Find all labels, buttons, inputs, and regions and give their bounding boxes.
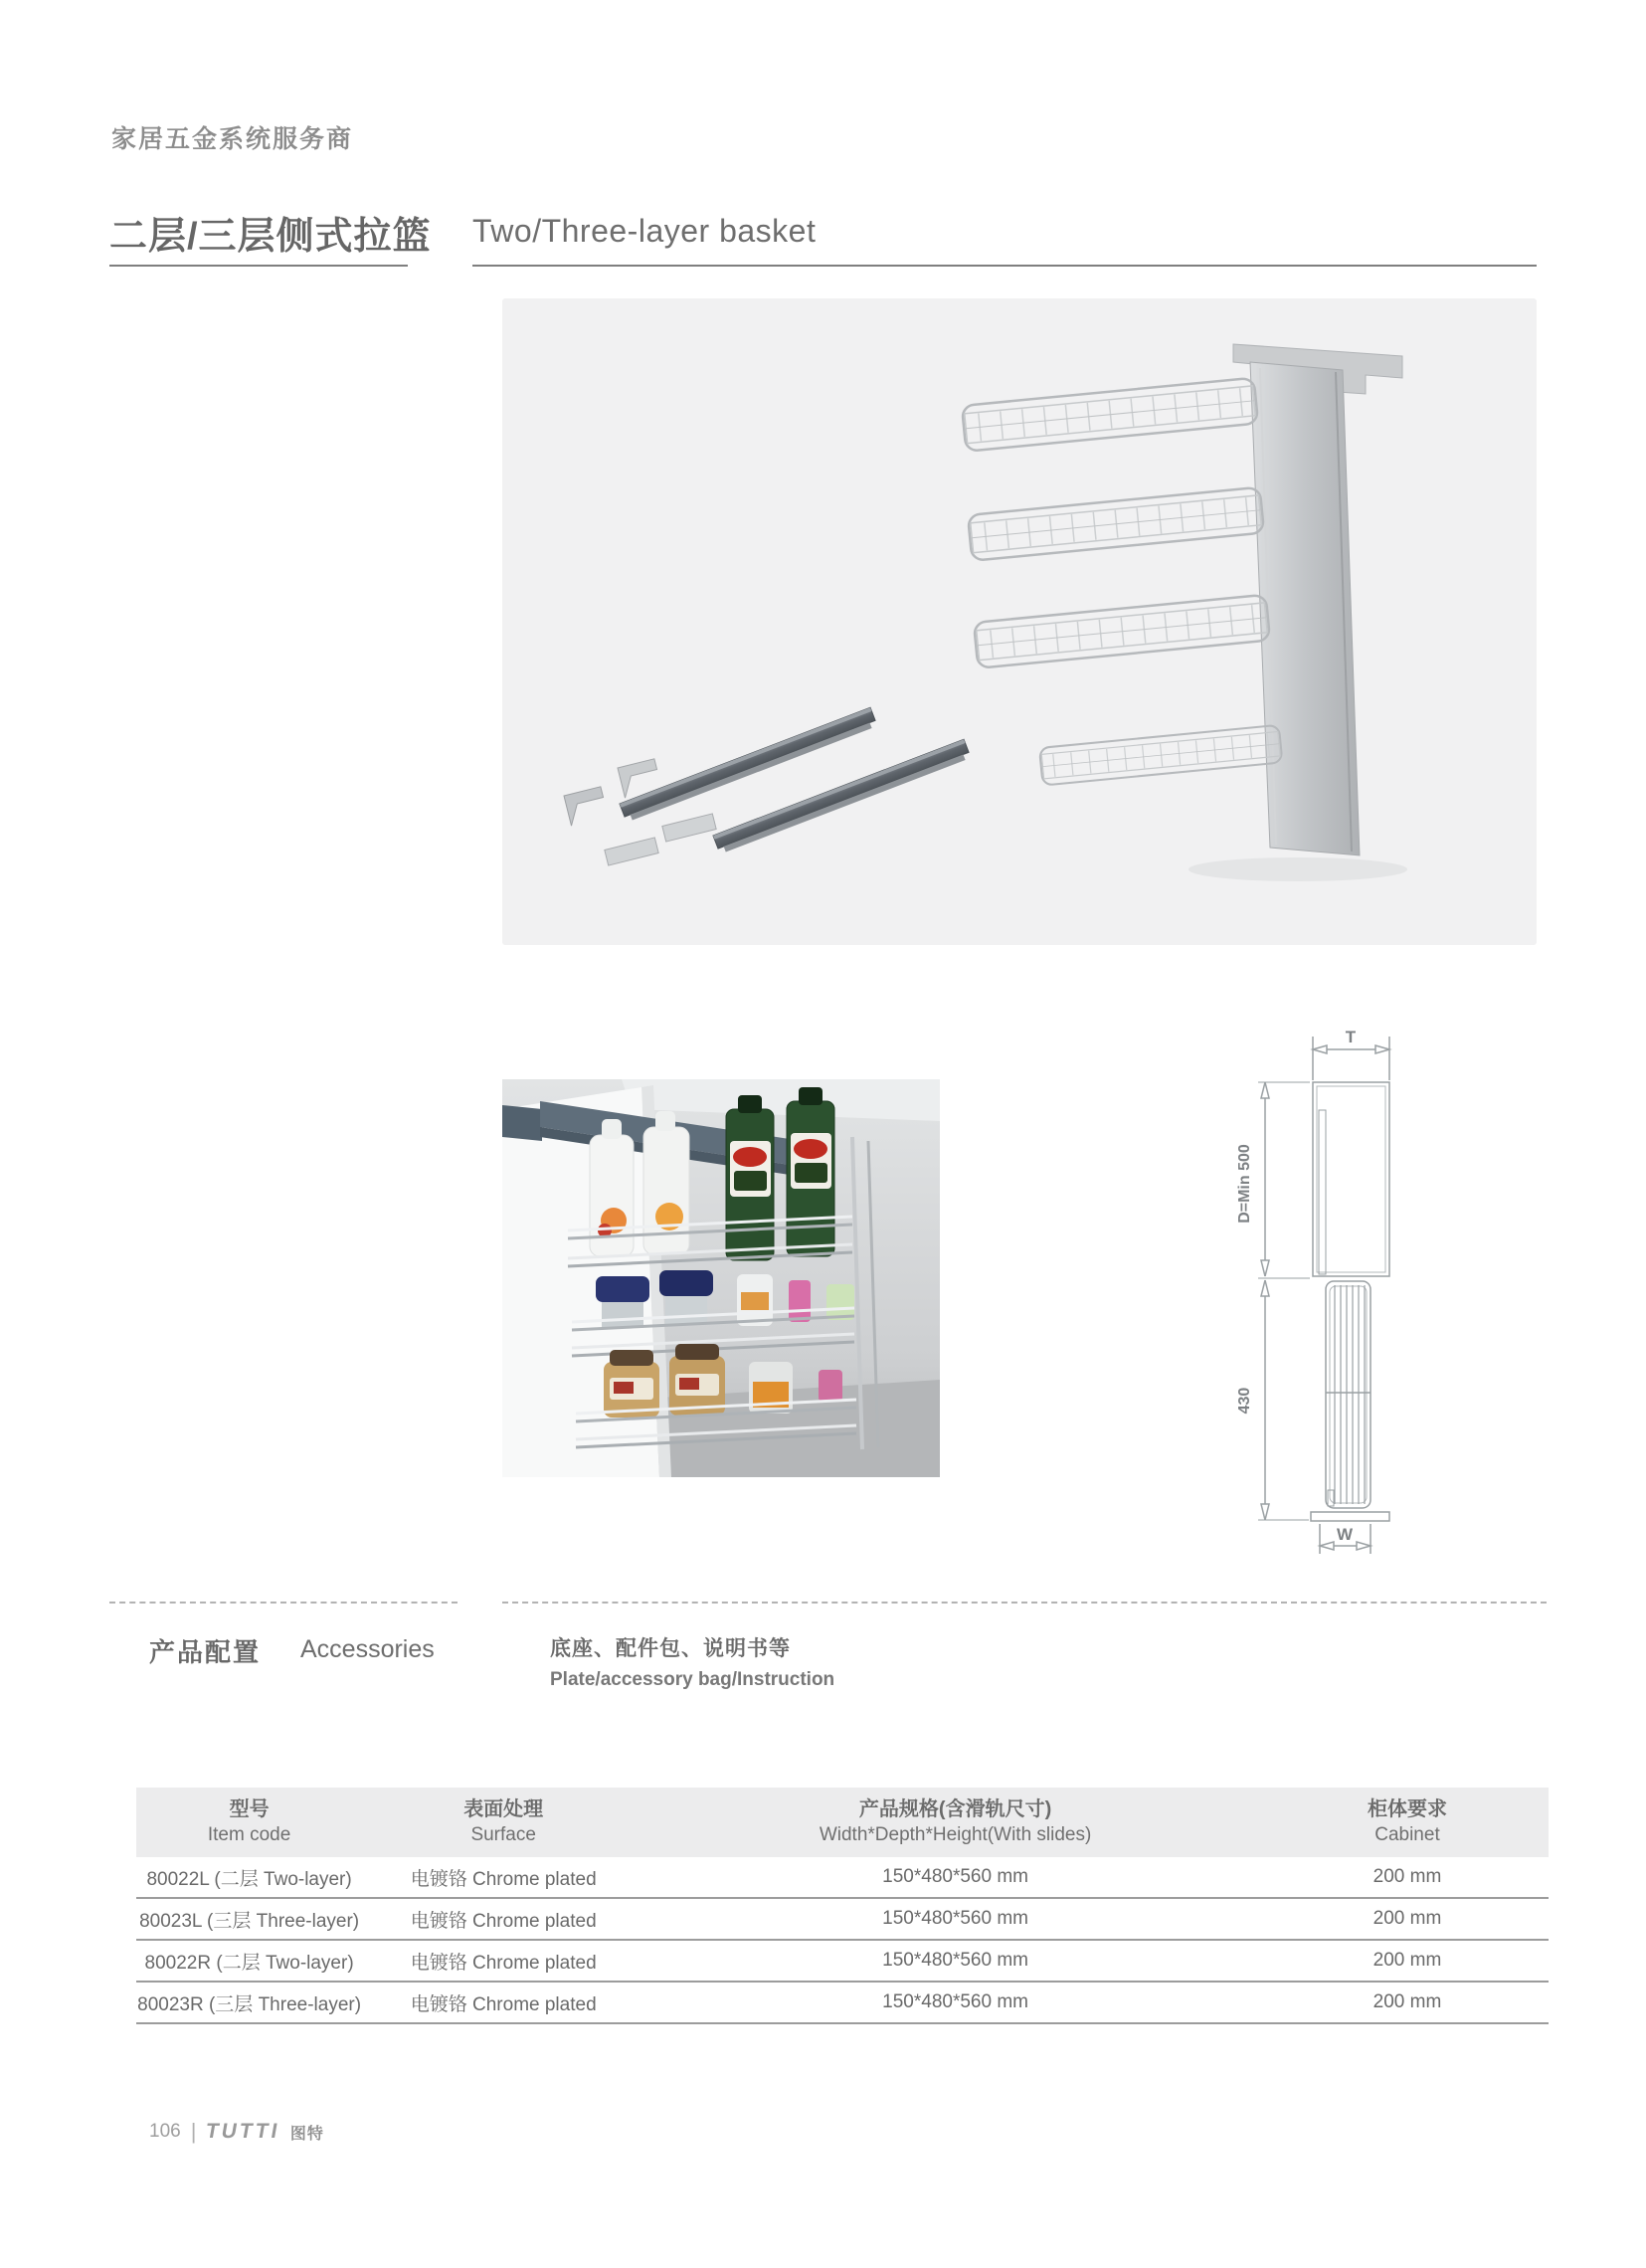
table-row (136, 1857, 1549, 1899)
col-header-surface: 表面处理 Surface (463, 1798, 544, 1845)
accessories-desc-zh: 底座、配件包、说明书等 (550, 1637, 791, 1660)
drawing-illustration (1213, 1015, 1412, 1572)
cell-surface: 电镀铬 Chrome plated (410, 1952, 597, 1974)
dim-label-depth: D=Min 500 (1236, 1144, 1253, 1224)
dim-label-width: W (1336, 1525, 1354, 1544)
cell-spec: 150*480*560 mm (882, 1866, 1028, 1887)
title-underline-en (472, 265, 1537, 267)
table-row (136, 1983, 1549, 2024)
technical-drawing (1213, 1015, 1412, 1572)
col-header-spec: 产品规格(含滑轨尺寸) Width*Depth*Height(With slides) (819, 1798, 1092, 1845)
cell-cabinet: 200 mm (1372, 1866, 1442, 1887)
dim-label-height: 430 (1236, 1387, 1253, 1415)
cell-surface: 电镀铬 Chrome plated (410, 1910, 597, 1932)
col-header-cabinet: 柜体要求 Cabinet (1367, 1798, 1447, 1845)
cell-spec: 150*480*560 mm (882, 1950, 1028, 1971)
table-row (136, 1899, 1549, 1941)
col-header-item-code: 型号 Item code (207, 1798, 291, 1845)
product-render-image (502, 298, 1537, 945)
page-title-zh: 二层/三层侧式拉篮 (109, 216, 432, 258)
cell-item-code: 80023L (三层 Three-layer) (139, 1910, 360, 1932)
dashed-separator-right (502, 1602, 1547, 1604)
brand-tagline: 家居五金系统服务商 (111, 125, 354, 153)
cell-cabinet: 200 mm (1372, 1991, 1442, 2012)
title-underline-zh (109, 265, 408, 267)
table-row (136, 1941, 1549, 1983)
accessories-heading-en: Accessories (300, 1635, 435, 1663)
photo-illustration (502, 1079, 940, 1477)
cell-cabinet: 200 mm (1372, 1950, 1442, 1971)
accessories-heading-zh: 产品配置 (149, 1637, 262, 1667)
spec-table (136, 1788, 1549, 2024)
cell-surface: 电镀铬 Chrome plated (410, 1868, 597, 1890)
render-illustration (502, 298, 1537, 945)
footer-divider: | (190, 2119, 197, 2144)
page-footer (149, 2119, 324, 2145)
spec-table-header-row (136, 1788, 1549, 1857)
cell-cabinet: 200 mm (1372, 1908, 1442, 1929)
product-photo (502, 1079, 940, 1477)
page-title-en: Two/Three-layer basket (472, 213, 817, 249)
brand-logo-text: TUTTI (204, 2120, 283, 2143)
page-number: 106 (149, 2121, 181, 2142)
cell-spec: 150*480*560 mm (882, 1991, 1028, 2012)
brand-logo-cn: 图特 (289, 2125, 324, 2143)
cell-spec: 150*480*560 mm (882, 1908, 1028, 1929)
dim-label-top: T (1345, 1028, 1357, 1046)
cell-item-code: 80022L (二层 Two-layer) (146, 1868, 352, 1890)
cell-item-code: 80023R (三层 Three-layer) (137, 1993, 362, 2015)
dashed-separator-left (109, 1602, 457, 1604)
accessories-desc-en: Plate/accessory bag/Instruction (550, 1669, 835, 1690)
cell-surface: 电镀铬 Chrome plated (410, 1993, 597, 2015)
cell-item-code: 80022R (二层 Two-layer) (144, 1952, 354, 1974)
